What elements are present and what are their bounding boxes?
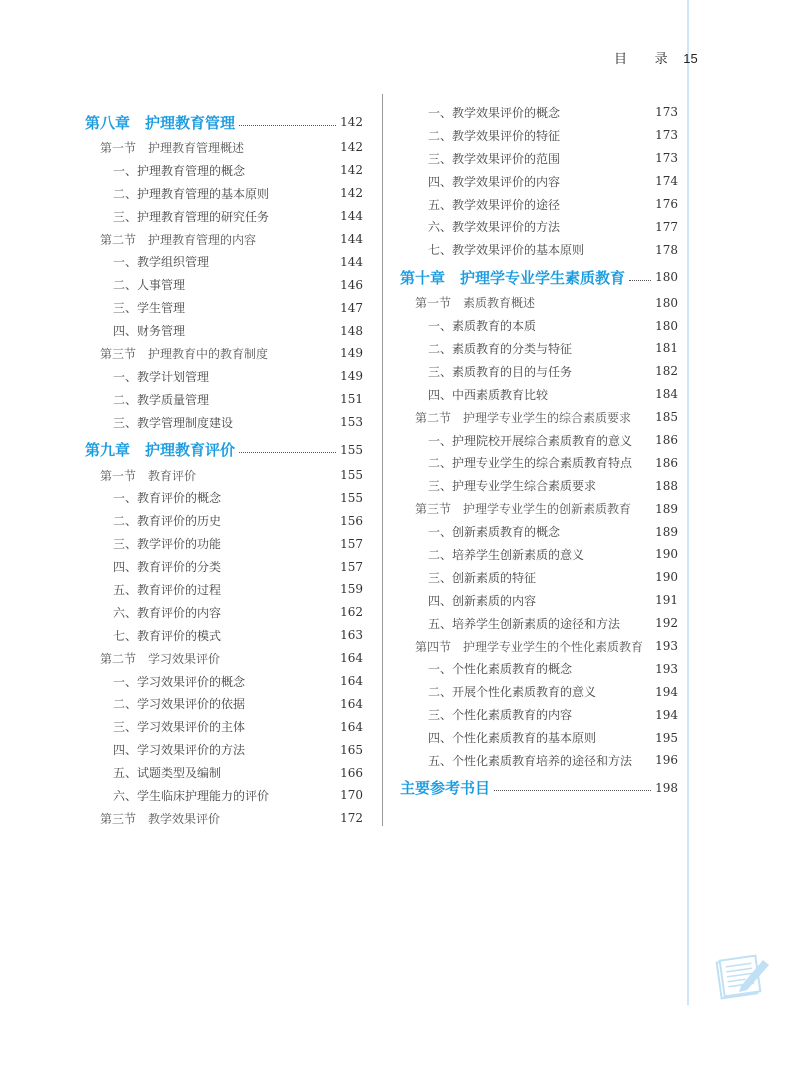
toc-item[interactable] [400,657,678,680]
toc-label: 四、创新素质的内容 [428,593,537,608]
toc-item[interactable] [85,738,363,761]
toc-page-number: 162 [340,605,363,620]
toc-item[interactable] [85,624,363,647]
toc-label: 四、中西素质教育比较 [428,387,549,402]
toc-page-number: 142 [340,163,363,178]
toc-page-number: 193 [655,639,678,654]
toc-page-number: 153 [340,415,363,430]
toc-item[interactable] [400,337,678,360]
toc-item[interactable] [85,205,363,228]
toc-label: 一、护理教育管理的概念 [113,163,246,178]
toc-page-number: 159 [340,582,363,597]
toc-item[interactable] [85,388,363,411]
toc-label: 四、教学效果评价的内容 [428,174,561,189]
toc-chapter[interactable] [85,108,363,136]
toc-item[interactable] [85,761,363,784]
toc-label: 三、学习效果评价的主体 [113,720,246,735]
toc-item[interactable] [400,360,678,383]
toc-label: 二、人事管理 [113,278,186,293]
toc-item[interactable] [85,296,363,319]
toc-page-number: 180 [655,270,678,285]
toc-item[interactable] [400,543,678,566]
toc-page-number: 186 [655,433,678,448]
toc-label: 三、创新素质的特征 [428,570,537,585]
toc-item[interactable] [400,193,678,216]
toc-item[interactable] [400,703,678,726]
toc-page-number: 174 [655,174,678,189]
toc-item[interactable] [85,182,363,205]
toc-item[interactable] [400,612,678,635]
toc-page-number: 166 [340,765,363,780]
toc-label: 四、教育评价的分类 [113,560,222,575]
toc-label: 三、教学评价的功能 [113,537,222,552]
toc-page-number: 151 [340,392,363,407]
toc-page-number: 142 [340,140,363,155]
toc-label: 第一节 素质教育概述 [415,296,536,311]
toc-label: 第二节 护理教育管理的内容 [100,232,257,247]
toc-label: 第三节 护理学专业学生的创新素质教育 [415,502,632,517]
toc-page-number: 182 [655,364,678,379]
toc-page-number: 189 [655,524,678,539]
toc-item[interactable] [400,726,678,749]
toc-item[interactable] [85,670,363,693]
toc-page-number: 142 [340,115,363,129]
toc-item[interactable] [400,314,678,337]
margin-line [687,0,689,1005]
toc-label: 四、学习效果评价的方法 [113,743,246,758]
toc-label: 二、教学效果评价的特征 [428,128,561,143]
toc-page-number: 173 [655,105,678,120]
toc-item[interactable] [85,411,363,434]
toc-page-number: 163 [340,628,363,643]
toc-label: 第九章 护理教育评价 [85,441,236,460]
toc-item[interactable] [85,365,363,388]
toc-item[interactable] [85,715,363,738]
toc-page-number: 184 [655,387,678,402]
toc-page-number: 173 [655,151,678,166]
toc-page-number: 180 [655,318,678,333]
toc-label: 三、学生管理 [113,301,186,316]
toc-item[interactable] [85,509,363,532]
toc-page-number: 164 [340,674,363,689]
toc-item[interactable] [400,124,678,147]
toc-chapter[interactable] [85,436,363,464]
toc-label: 六、教学效果评价的方法 [428,220,561,235]
toc-label: 三、教学效果评价的范围 [428,151,561,166]
toc-label: 第四节 护理学专业学生的个性化素质教育 [415,639,644,654]
toc-page-number: 195 [655,730,678,745]
notebook-pencil-icon [715,950,775,1000]
toc-page-number: 156 [340,513,363,528]
toc-label: 一、创新素质教育的概念 [428,525,561,540]
toc-label: 一、教学组织管理 [113,255,210,270]
toc-item[interactable] [400,429,678,452]
toc-label: 第三节 教学效果评价 [100,811,221,826]
toc-page-number: 191 [655,593,678,608]
toc-label: 第一节 护理教育管理概述 [100,140,245,155]
leader-dots [629,280,651,281]
toc-item[interactable] [85,159,363,182]
toc-page-number: 155 [340,468,363,483]
toc-page-number: 181 [655,341,678,356]
toc-page-number: 170 [340,788,363,803]
toc-label: 第二节 护理学专业学生的综合素质要求 [415,410,632,425]
toc-page-number: 180 [655,295,678,310]
toc-section[interactable] [85,807,363,830]
toc-item[interactable] [400,101,678,124]
toc-page-number: 144 [340,254,363,269]
toc-item[interactable] [400,170,678,193]
toc-item[interactable] [85,273,363,296]
toc-page-number: 192 [655,616,678,631]
toc-page-number: 190 [655,570,678,585]
toc-item[interactable] [400,383,678,406]
toc-label: 五、教学效果评价的途径 [428,197,561,212]
toc-label: 七、教学效果评价的基本原则 [428,243,585,258]
toc-label: 一、护理院校开展综合素质教育的意义 [428,433,633,448]
toc-label: 二、开展个性化素质教育的意义 [428,685,597,700]
toc-page-number: 144 [340,209,363,224]
toc-item[interactable] [85,555,363,578]
toc-item[interactable] [400,474,678,497]
toc-label: 二、教育评价的历史 [113,514,222,529]
running-header [614,48,698,67]
toc-label: 三、个性化素质教育的内容 [428,708,573,723]
toc-page-number: 193 [655,661,678,676]
toc-label: 二、教学质量管理 [113,392,210,407]
toc-label: 四、个性化素质教育的基本原则 [428,731,597,746]
toc-page-number: 177 [655,219,678,234]
leader-dots [494,790,651,791]
toc-page-number: 188 [655,478,678,493]
toc-item[interactable] [85,250,363,273]
toc-page-number: 164 [340,696,363,711]
toc-label: 三、护理专业学生综合素质要求 [428,479,597,494]
toc-page-number: 196 [655,753,678,768]
toc-page-number: 164 [340,719,363,734]
toc-item[interactable] [85,532,363,555]
toc-label: 五、教育评价的过程 [113,582,222,597]
toc-item[interactable] [85,486,363,509]
toc-label: 五、个性化素质教育培养的途径和方法 [428,753,633,768]
toc-page-number: 194 [655,684,678,699]
toc-label: 五、试题类型及编制 [113,766,222,781]
toc-page-number: 157 [340,536,363,551]
toc-page-number: 144 [340,232,363,246]
toc-page-number: 176 [655,197,678,211]
toc-item[interactable] [85,319,363,342]
toc-label: 二、学习效果评价的依据 [113,697,246,712]
toc-label: 七、教育评价的模式 [113,628,222,643]
toc-label: 第二节 学习效果评价 [100,651,221,666]
toc-page-number: 178 [655,242,678,257]
toc-page-number: 142 [340,186,363,201]
toc-page-number: 148 [340,323,363,338]
toc-item[interactable] [85,578,363,601]
toc-section[interactable] [400,406,678,429]
toc-item[interactable] [400,566,678,589]
toc-section[interactable] [85,647,363,670]
column-divider [382,94,383,826]
toc-section[interactable] [85,464,363,487]
page-number: 15 [683,51,698,66]
toc-right-column [400,101,678,802]
toc-item[interactable] [400,749,678,772]
toc-label: 一、教育评价的概念 [113,491,222,506]
toc-page-number: 173 [655,128,678,143]
toc-item[interactable] [85,784,363,807]
toc-section[interactable] [400,635,678,658]
toc-page-number: 190 [655,547,678,562]
toc-page-number: 149 [340,369,363,384]
leader-dots [239,452,336,453]
toc-label: 三、教学管理制度建设 [113,415,234,430]
toc-page-number: 146 [340,277,363,292]
toc-item[interactable] [85,601,363,624]
toc-label: 第一节 教育评价 [100,468,197,483]
toc-label: 第三节 护理教育中的教育制度 [100,346,269,361]
toc-label: 六、学生临床护理能力的评价 [113,788,270,803]
toc-chapter[interactable] [400,263,678,291]
toc-item[interactable] [400,451,678,474]
toc-section[interactable] [400,497,678,520]
toc-section[interactable] [85,228,363,251]
toc-label: 六、教育评价的内容 [113,605,222,620]
toc-page-number: 198 [655,780,678,795]
toc-label: 第十章 护理学专业学生素质教育 [400,268,626,287]
toc-section[interactable] [85,136,363,159]
toc-page-number: 185 [655,410,678,425]
toc-label: 四、财务管理 [113,324,186,339]
toc-page-number: 157 [340,559,363,574]
toc-page-number: 172 [340,811,363,826]
toc-page-number: 147 [340,300,363,315]
toc-label: 一、个性化素质教育的概念 [428,662,573,677]
toc-page-number: 149 [340,346,363,361]
toc-label: 一、教学计划管理 [113,369,210,384]
toc-item[interactable] [400,147,678,170]
toc-left-column [85,106,363,830]
toc-label: 一、教学效果评价的概念 [428,105,561,120]
toc-label: 二、素质教育的分类与特征 [428,341,573,356]
toc-page-number: 155 [340,490,363,505]
toc-label: 一、素质教育的本质 [428,319,537,334]
toc-page-number: 155 [340,442,363,457]
toc-section[interactable] [400,291,678,314]
toc-label: 三、素质教育的目的与任务 [428,364,573,379]
toc-label: 二、护理教育管理的基本原则 [113,186,270,201]
toc-page-number: 189 [655,501,678,516]
toc-page-number: 186 [655,455,678,470]
toc-item[interactable] [400,238,678,261]
toc-page-number: 194 [655,707,678,722]
toc-label: 三、护理教育管理的研究任务 [113,209,270,224]
toc-label: 二、护理专业学生的综合素质教育特点 [428,456,633,471]
header-title: 目 录 [614,51,680,66]
leader-dots [239,125,336,126]
toc-item[interactable] [400,215,678,238]
toc-item[interactable] [400,589,678,612]
toc-label: 一、学习效果评价的概念 [113,674,246,689]
toc-item[interactable] [85,692,363,715]
toc-chapter[interactable] [400,774,678,802]
toc-label: 五、培养学生创新素质的途径和方法 [428,616,621,631]
toc-page-number: 165 [340,742,363,757]
toc-label: 主要参考书目 [400,779,491,798]
toc-label: 第八章 护理教育管理 [85,113,236,132]
toc-page-number: 164 [340,651,363,666]
toc-label: 二、培养学生创新素质的意义 [428,547,585,562]
toc-section[interactable] [85,342,363,365]
toc-item[interactable] [400,520,678,543]
toc-item[interactable] [400,680,678,703]
